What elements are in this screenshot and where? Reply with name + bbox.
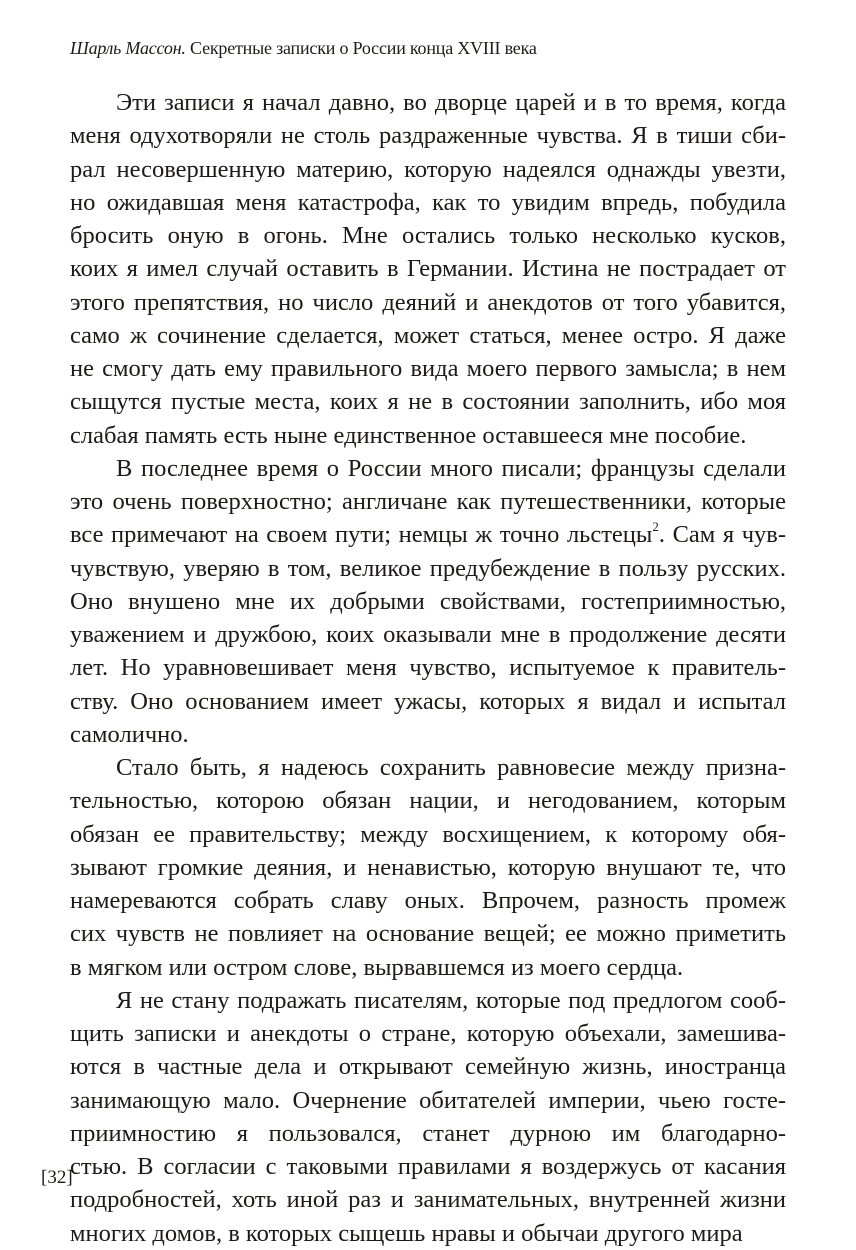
text-line: Эти записи я начал давно, во дворце царей и в то время, когда <box>116 89 786 116</box>
text-line: ству. Оно основанием имеет ужасы, которых я видал и испытал <box>70 687 786 715</box>
header-title: Секретные записки о России конца XVIII века <box>190 38 537 58</box>
text-line: многих домов, в которых сыщешь нравы и обычаи другого мира <box>70 1219 743 1247</box>
text-line: рал несовершенную материю, которую надеялся однажды увезти, <box>70 155 786 183</box>
text-line: но ожидавшая меня катастрофа, как то увидим впредь, побудила <box>70 188 786 216</box>
text-line: меня одухотворяли не столь раздраженные чувства. Я в тиши сби- <box>70 122 786 150</box>
text-line: не смогу дать ему правильного вида моего первого замысла; в нем <box>70 355 786 382</box>
text-line: сыщутся пустые места, коих я не в состоянии заполнить, ибо моя <box>70 388 786 416</box>
text-line: уважением и дружбою, коих оказывали мне в продолжение десяти <box>70 621 786 648</box>
text-line: этого препятствия, но число деяний и анекдотов от того убавится, <box>70 288 786 316</box>
text-line: Стало быть, я надеюсь сохранить равновесие между призна- <box>116 754 786 781</box>
text-line: бросить оную в огонь. Мне остались только несколько кусков, <box>70 222 786 249</box>
running-header <box>70 38 537 59</box>
text-line: щить записки и анекдоты о стране, которую объехали, замешива- <box>70 1020 786 1047</box>
text-line: лет. Но уравновешивает меня чувство, испытуемое к правитель- <box>70 654 786 682</box>
body-text <box>70 86 786 1250</box>
text-line: тельностью, которою обязан нации, и негодованием, которым <box>70 787 786 815</box>
text-line: зывают громкие деяния, и ненавистью, которую внушают те, что <box>70 853 786 881</box>
text-line: слабая память есть ныне единственное оставшееся мне пособие. <box>70 421 747 449</box>
text-line: приимностию я пользовался, станет дурною им благодарно- <box>70 1119 786 1147</box>
text-line: Я не стану подражать писателям, которые под предлогом сооб- <box>116 986 786 1014</box>
text-fragment: . Сам я чув- <box>658 521 786 549</box>
text-line: намереваются собрать славу оных. Впрочем, разность промеж <box>70 887 786 914</box>
text-line: обязан ее правительству; между восхищением, к которому обя- <box>70 820 786 848</box>
text-line: В последнее время о России много писали; французы сделали <box>116 454 786 482</box>
text-line: подробностей, хоть иной раз и занимательных, внутренней жизни <box>70 1186 786 1214</box>
text-line: занимающую мало. Очернение обитателей империи, чьею госте- <box>70 1086 786 1114</box>
text-line: самолично. <box>70 720 189 748</box>
text-line: это очень поверхностно; англичане как путешественники, которые <box>70 488 786 515</box>
text-line: чувствую, уверяю в том, великое предубеждение в пользу русских. <box>70 554 786 582</box>
page-number: [32] <box>41 1167 73 1188</box>
text-line <box>70 518 786 551</box>
text-line: ются в частные дела и открывают семейную жизнь, иностранца <box>70 1053 786 1081</box>
text-line: в мягком или остром слове, вырвавшемся из моего сердца. <box>70 953 684 981</box>
paragraph <box>70 751 786 984</box>
paragraph <box>70 452 786 751</box>
paragraph <box>70 86 786 452</box>
text-line: коих я имел случай оставить в Германии. Истина не пострадает от <box>70 255 786 283</box>
footnote-reference[interactable]: 2 <box>652 519 659 535</box>
text-line: сих чувств не повлияет на основание вещей; ее можно приметить <box>70 920 786 948</box>
header-author: Шарль Массон. <box>70 38 186 58</box>
paragraph <box>70 984 786 1250</box>
text-line: стью. В согласии с таковыми правилами я воздержусь от касания <box>70 1153 786 1180</box>
text-fragment: все примечают на своем пути; немцы ж точно льстецы <box>70 521 653 549</box>
text-line: Оно внушено мне их добрыми свойствами, гостеприимностью, <box>70 587 786 615</box>
text-line: само ж сочинение сделается, может статься, менее остро. Я даже <box>70 321 786 349</box>
